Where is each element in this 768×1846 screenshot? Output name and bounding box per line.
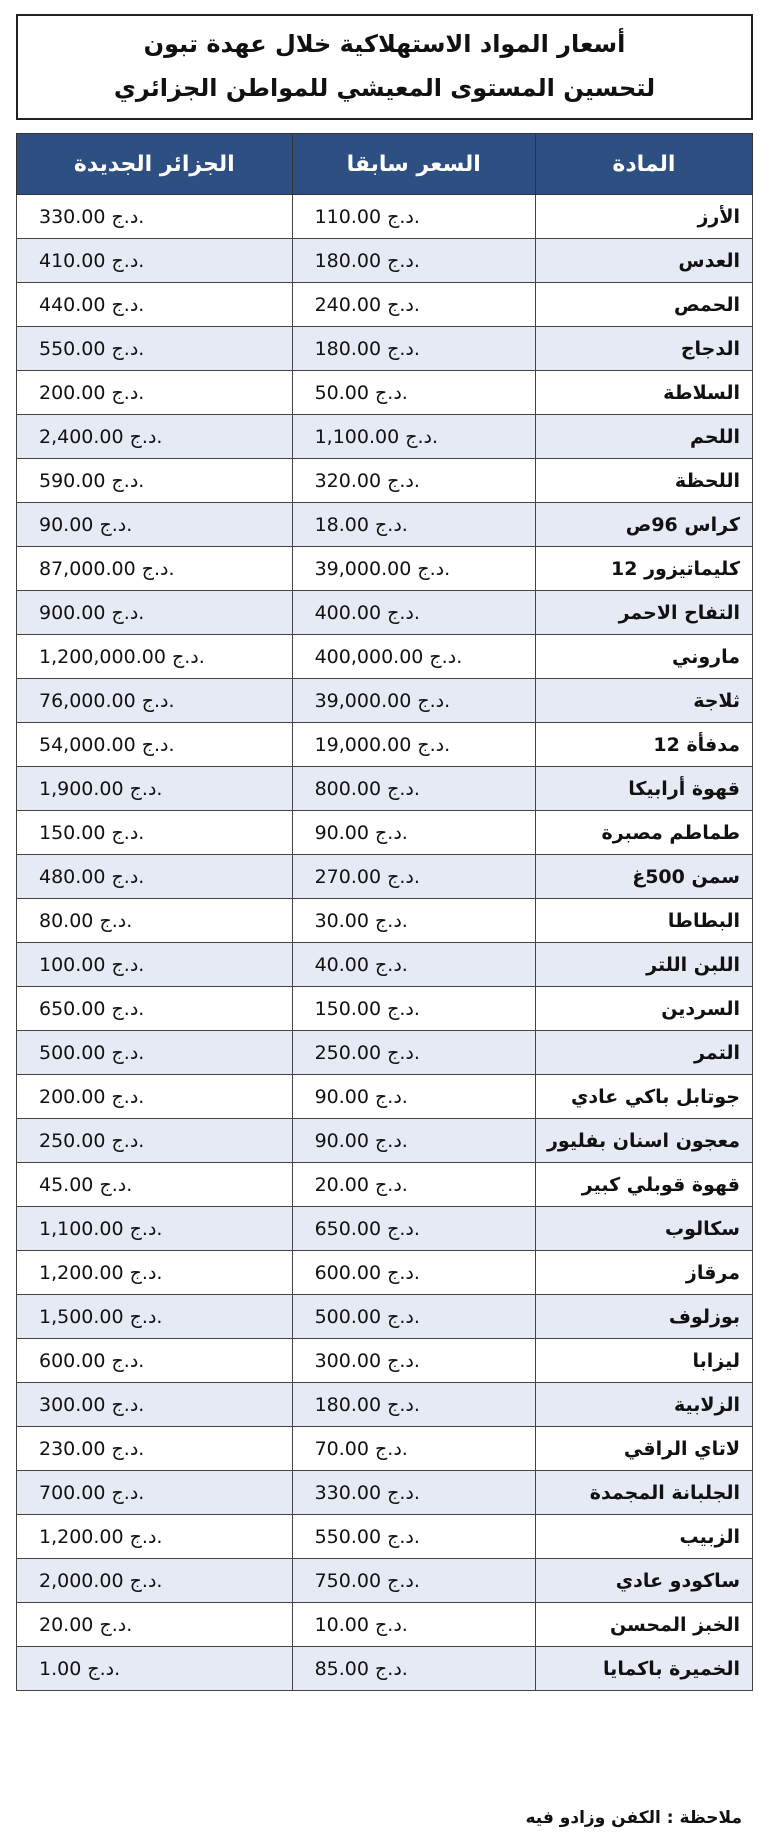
new-price-cell: 590.00 د.ج.: [17, 459, 293, 503]
table-row: [17, 1207, 753, 1251]
old-price-cell: 750.00 د.ج.: [292, 1559, 535, 1603]
new-price-cell: 1,900.00 د.ج.: [17, 767, 293, 811]
price-table: [16, 133, 753, 1691]
old-price-cell: 39,000.00 د.ج.: [292, 679, 535, 723]
item-name-cell: قهوة قوبلي كبير: [535, 1163, 752, 1207]
table-row: [17, 459, 753, 503]
table-row: [17, 327, 753, 371]
old-price-cell: 180.00 د.ج.: [292, 239, 535, 283]
page-subtitle: لتحسين المستوى المعيشي للمواطن الجزائري: [113, 74, 656, 102]
item-name-cell: ثلاجة: [535, 679, 752, 723]
old-price-cell: 550.00 د.ج.: [292, 1515, 535, 1559]
old-price-cell: 300.00 د.ج.: [292, 1339, 535, 1383]
item-name-cell: التفاح الاحمر: [535, 591, 752, 635]
column-header-old-price: السعر سابقا: [292, 134, 535, 195]
new-price-cell: 700.00 د.ج.: [17, 1471, 293, 1515]
old-price-cell: 30.00 د.ج.: [292, 899, 535, 943]
item-name-cell: مرقاز: [535, 1251, 752, 1295]
new-price-cell: 200.00 د.ج.: [17, 1075, 293, 1119]
item-name-cell: التمر: [535, 1031, 752, 1075]
table-row: [17, 899, 753, 943]
table-row: [17, 987, 753, 1031]
old-price-cell: 10.00 د.ج.: [292, 1603, 535, 1647]
old-price-cell: 110.00 د.ج.: [292, 195, 535, 239]
item-name-cell: ساكودو عادي: [535, 1559, 752, 1603]
table-row: [17, 679, 753, 723]
new-price-cell: 45.00 د.ج.: [17, 1163, 293, 1207]
new-price-cell: 300.00 د.ج.: [17, 1383, 293, 1427]
item-name-cell: معجون اسنان بفليور: [535, 1119, 752, 1163]
new-price-cell: 90.00 د.ج.: [17, 503, 293, 547]
old-price-cell: 650.00 د.ج.: [292, 1207, 535, 1251]
new-price-cell: 1,200.00 د.ج.: [17, 1515, 293, 1559]
old-price-cell: 800.00 د.ج.: [292, 767, 535, 811]
old-price-cell: 70.00 د.ج.: [292, 1427, 535, 1471]
item-name-cell: سكالوب: [535, 1207, 752, 1251]
item-name-cell: كليماتيزور 12: [535, 547, 752, 591]
table-row: [17, 1647, 753, 1691]
item-name-cell: السلاطة: [535, 371, 752, 415]
old-price-cell: 180.00 د.ج.: [292, 327, 535, 371]
new-price-cell: 2,400.00 د.ج.: [17, 415, 293, 459]
table-row: [17, 591, 753, 635]
table-row: [17, 503, 753, 547]
table-row: [17, 723, 753, 767]
item-name-cell: العدس: [535, 239, 752, 283]
old-price-cell: 20.00 د.ج.: [292, 1163, 535, 1207]
old-price-cell: 270.00 د.ج.: [292, 855, 535, 899]
table-row: [17, 1427, 753, 1471]
new-price-cell: 250.00 د.ج.: [17, 1119, 293, 1163]
table-row: [17, 239, 753, 283]
item-name-cell: الزلابية: [535, 1383, 752, 1427]
new-price-cell: 650.00 د.ج.: [17, 987, 293, 1031]
table-row: [17, 1295, 753, 1339]
table-row: [17, 1031, 753, 1075]
new-price-cell: 600.00 د.ج.: [17, 1339, 293, 1383]
item-name-cell: الحمص: [535, 283, 752, 327]
table-row: [17, 1075, 753, 1119]
old-price-cell: 40.00 د.ج.: [292, 943, 535, 987]
item-name-cell: ماروني: [535, 635, 752, 679]
new-price-cell: 2,000.00 د.ج.: [17, 1559, 293, 1603]
old-price-cell: 330.00 د.ج.: [292, 1471, 535, 1515]
old-price-cell: 39,000.00 د.ج.: [292, 547, 535, 591]
item-name-cell: سمن 500غ: [535, 855, 752, 899]
table-row: [17, 547, 753, 591]
old-price-cell: 500.00 د.ج.: [292, 1295, 535, 1339]
item-name-cell: اللحم: [535, 415, 752, 459]
table-row: [17, 943, 753, 987]
table-row: [17, 635, 753, 679]
table-row: [17, 1383, 753, 1427]
new-price-cell: 100.00 د.ج.: [17, 943, 293, 987]
item-name-cell: الزبيب: [535, 1515, 752, 1559]
item-name-cell: الخميرة باكمايا: [535, 1647, 752, 1691]
old-price-cell: 90.00 د.ج.: [292, 1119, 535, 1163]
new-price-cell: 1.00 د.ج.: [17, 1647, 293, 1691]
old-price-cell: 90.00 د.ج.: [292, 811, 535, 855]
new-price-cell: 900.00 د.ج.: [17, 591, 293, 635]
table-row: [17, 1163, 753, 1207]
table-row: [17, 767, 753, 811]
table-body: [17, 195, 753, 1691]
old-price-cell: 19,000.00 د.ج.: [292, 723, 535, 767]
item-name-cell: قهوة أرابيكا: [535, 767, 752, 811]
item-name-cell: الجلبانة المجمدة: [535, 1471, 752, 1515]
table-row: [17, 1471, 753, 1515]
item-name-cell: اللبن اللتر: [535, 943, 752, 987]
new-price-cell: 150.00 د.ج.: [17, 811, 293, 855]
item-name-cell: طماطم مصبرة: [535, 811, 752, 855]
new-price-cell: 230.00 د.ج.: [17, 1427, 293, 1471]
table-row: [17, 855, 753, 899]
new-price-cell: 1,500.00 د.ج.: [17, 1295, 293, 1339]
table-row: [17, 415, 753, 459]
old-price-cell: 180.00 د.ج.: [292, 1383, 535, 1427]
item-name-cell: اللحظة: [535, 459, 752, 503]
table-row: [17, 1515, 753, 1559]
item-name-cell: جوتابل باكي عادي: [535, 1075, 752, 1119]
table-row: [17, 1603, 753, 1647]
new-price-cell: 550.00 د.ج.: [17, 327, 293, 371]
old-price-cell: 1,100.00 د.ج.: [292, 415, 535, 459]
footer-note: ملاحظة : الكفن وزادو فيه: [525, 1808, 742, 1828]
old-price-cell: 18.00 د.ج.: [292, 503, 535, 547]
old-price-cell: 240.00 د.ج.: [292, 283, 535, 327]
new-price-cell: 54,000.00 د.ج.: [17, 723, 293, 767]
item-name-cell: الأرز: [535, 195, 752, 239]
old-price-cell: 320.00 د.ج.: [292, 459, 535, 503]
item-name-cell: السردين: [535, 987, 752, 1031]
new-price-cell: 410.00 د.ج.: [17, 239, 293, 283]
old-price-cell: 600.00 د.ج.: [292, 1251, 535, 1295]
new-price-cell: 440.00 د.ج.: [17, 283, 293, 327]
table-row: [17, 1339, 753, 1383]
item-name-cell: البطاطا: [535, 899, 752, 943]
table-row: [17, 1559, 753, 1603]
item-name-cell: كراس 96ص: [535, 503, 752, 547]
old-price-cell: 90.00 د.ج.: [292, 1075, 535, 1119]
old-price-cell: 50.00 د.ج.: [292, 371, 535, 415]
old-price-cell: 85.00 د.ج.: [292, 1647, 535, 1691]
item-name-cell: لاتاي الراقي: [535, 1427, 752, 1471]
table-row: [17, 811, 753, 855]
page-title: أسعار المواد الاستهلاكية خلال عهدة تبون: [143, 30, 626, 58]
item-name-cell: ليزابا: [535, 1339, 752, 1383]
new-price-cell: 80.00 د.ج.: [17, 899, 293, 943]
old-price-cell: 250.00 د.ج.: [292, 1031, 535, 1075]
old-price-cell: 400.00 د.ج.: [292, 591, 535, 635]
table-row: [17, 283, 753, 327]
new-price-cell: 87,000.00 د.ج.: [17, 547, 293, 591]
item-name-cell: الدجاج: [535, 327, 752, 371]
item-name-cell: مدفأة 12: [535, 723, 752, 767]
item-name-cell: بوزلوف: [535, 1295, 752, 1339]
column-header-item: المادة: [535, 134, 752, 195]
new-price-cell: 200.00 د.ج.: [17, 371, 293, 415]
new-price-cell: 1,100.00 د.ج.: [17, 1207, 293, 1251]
new-price-cell: 1,200,000.00 د.ج.: [17, 635, 293, 679]
item-name-cell: الخبز المحسن: [535, 1603, 752, 1647]
new-price-cell: 20.00 د.ج.: [17, 1603, 293, 1647]
title-box: [16, 14, 753, 120]
new-price-cell: 76,000.00 د.ج.: [17, 679, 293, 723]
table-row: [17, 1119, 753, 1163]
new-price-cell: 1,200.00 د.ج.: [17, 1251, 293, 1295]
table-row: [17, 371, 753, 415]
old-price-cell: 400,000.00 د.ج.: [292, 635, 535, 679]
table-row: [17, 195, 753, 239]
new-price-cell: 500.00 د.ج.: [17, 1031, 293, 1075]
table-row: [17, 1251, 753, 1295]
column-header-new-price: الجزائر الجديدة: [17, 134, 293, 195]
table-header-row: [17, 134, 753, 195]
new-price-cell: 330.00 د.ج.: [17, 195, 293, 239]
new-price-cell: 480.00 د.ج.: [17, 855, 293, 899]
old-price-cell: 150.00 د.ج.: [292, 987, 535, 1031]
